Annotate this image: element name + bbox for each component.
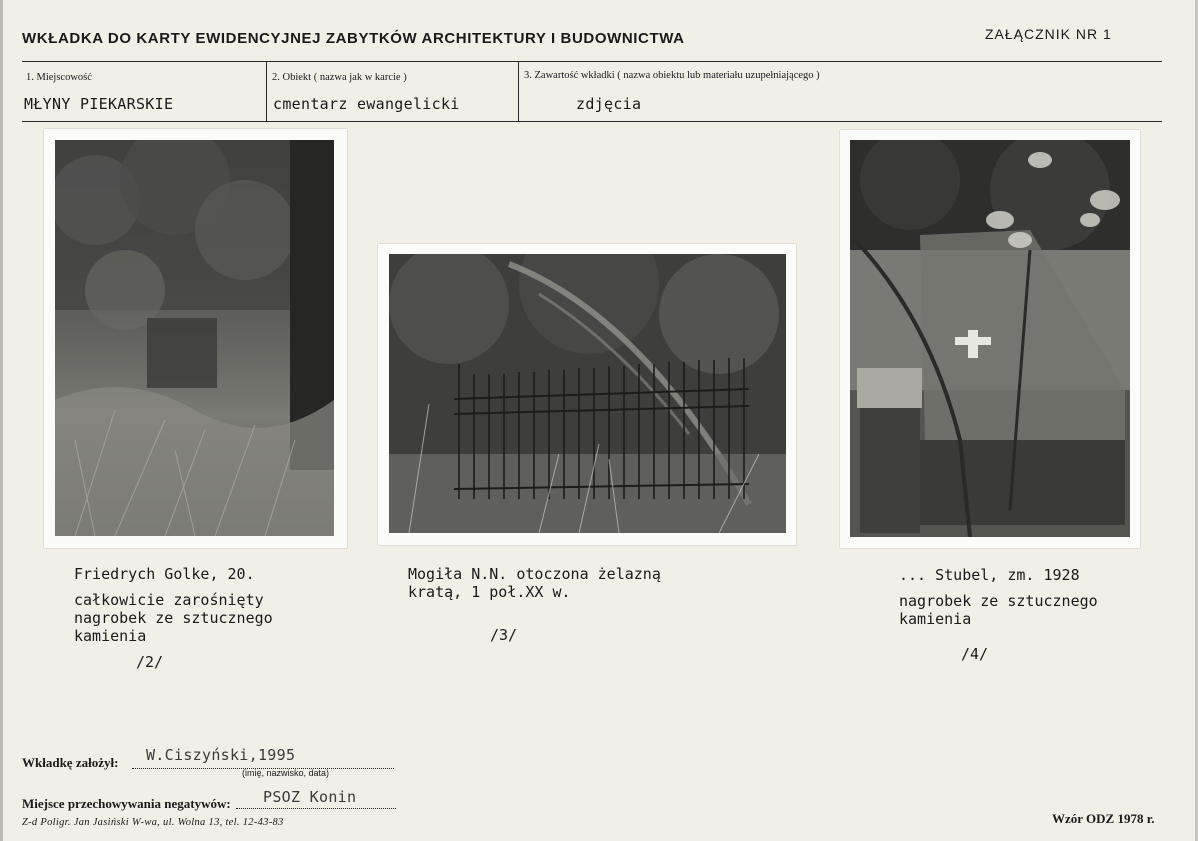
object-value: cmentarz ewangelicki [273, 95, 460, 113]
photo-4-caption-line-1: ... Stubel, zm. 1928 [899, 566, 1080, 584]
storage-label: Miejsce przechowywania negatywów: [22, 796, 231, 811]
form-model: Wzór ODZ 1978 r. [1052, 811, 1155, 826]
field-divider-1 [266, 62, 267, 122]
photo-artificial-stone-grave [850, 140, 1130, 537]
photo-2-caption-line-4: kamienia [74, 627, 147, 645]
page-edge-left [0, 0, 3, 841]
founder-hint: (imię, nazwisko, data) [242, 768, 330, 778]
photo-iron-fence-grave [389, 254, 786, 533]
contents-label: 3. Zawartość wkładki ( nazwa obiektu lub materiału uzupełniającego ) [524, 70, 820, 81]
storage-dotted-line [236, 808, 396, 809]
photo-overgrown-grave [55, 140, 334, 536]
photo-3-caption-line-2: kratą, 1 poł.XX w. [408, 583, 571, 601]
photo-4-caption-line-2: nagrobek ze sztucznego [899, 592, 1098, 610]
printer-imprint: Z-d Poligr. Jan Jasiński W-wa, ul. Wolna 13, tel. 12-43-83 [22, 817, 284, 828]
photo-3-caption-line-1: Mogiła N.N. otoczona żelazną [408, 565, 661, 583]
photo-2-number: /2/ [136, 653, 164, 671]
locality-value: MŁYNY PIEKARSKIE [24, 95, 174, 113]
photo-3-number: /3/ [490, 626, 518, 644]
photo-4-caption-line-3: kamienia [899, 610, 972, 628]
contents-value: zdjęcia [576, 95, 642, 113]
header-rule-bottom [22, 121, 1162, 122]
photo-card-2 [378, 244, 796, 545]
document-title: WKŁADKA DO KARTY EWIDENCYJNEJ ZABYTKÓW ARCHITEKTURY I BUDOWNICTWA [22, 30, 685, 47]
founder-label: Wkładkę założył: [22, 755, 119, 770]
locality-label: 1. Miejscowość [26, 72, 92, 83]
header-rule-top [22, 61, 1162, 62]
storage-value: PSOZ Konin [263, 788, 357, 806]
founder-value: W.Ciszyński,1995 [146, 746, 296, 764]
object-label: 2. Obiekt ( nazwa jak w karcie ) [272, 72, 407, 83]
photo-2-caption-line-3: nagrobek ze sztucznego [74, 609, 273, 627]
field-divider-2 [518, 62, 519, 122]
photo-2-caption-line-1: Friedrych Golke, 20. [74, 565, 255, 583]
photo-4-number: /4/ [961, 645, 989, 663]
photo-2-caption-line-2: całkowicie zarośnięty [74, 591, 264, 609]
annex-number: ZAŁĄCZNIK NR 1 [985, 26, 1112, 42]
photo-card-3 [840, 130, 1140, 548]
photo-card-1 [44, 129, 347, 548]
